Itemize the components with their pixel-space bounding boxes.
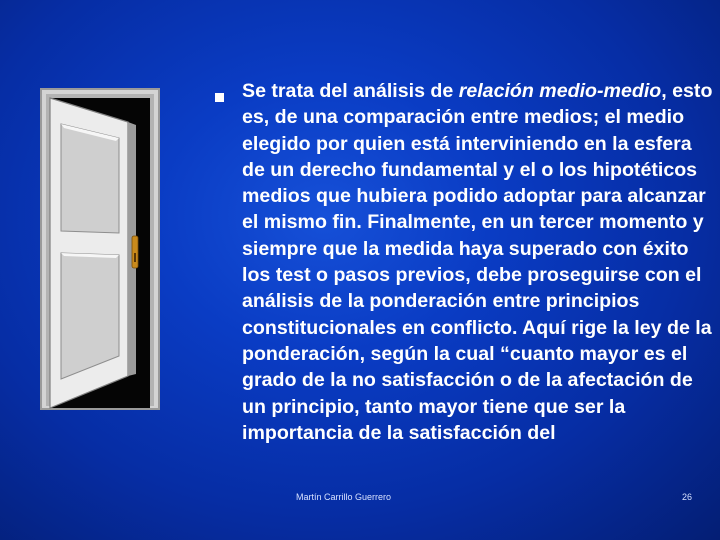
open-door-icon (40, 88, 160, 410)
slide-number: 26 (681, 492, 692, 502)
footer-author: Martín Carrillo Guerrero (296, 492, 392, 502)
body-paragraph (242, 78, 714, 446)
body-text-part-3: , esto es, de una comparación entre medios; el medio elegido por quien está interviniendo en la esfera de un derecho fundamental y el o los hipotéticos medios que hubiera podido adoptar para alcanzar el mismo fin. Finalmente, en un tercer momento y siempre que la medida haya superado con éxito los test o pasos previos, debe proseguirse con el análisis de la ponderación entre principios constitucionales en conflicto. Aquí rige la ley de la ponderación, según la cual “cuanto mayor es el grado de la no satisfacción o de la afectación de un principio, tanto mayor tiene que ser la importancia de la satisfacción del (242, 80, 713, 444)
body-text-part-1: Se trata del análisis de (242, 80, 459, 102)
door-upper-panel (61, 124, 119, 233)
door-handle (132, 236, 138, 268)
bullet-square-icon (215, 93, 224, 102)
body-text-italic-term: relación medio-medio (458, 80, 662, 102)
